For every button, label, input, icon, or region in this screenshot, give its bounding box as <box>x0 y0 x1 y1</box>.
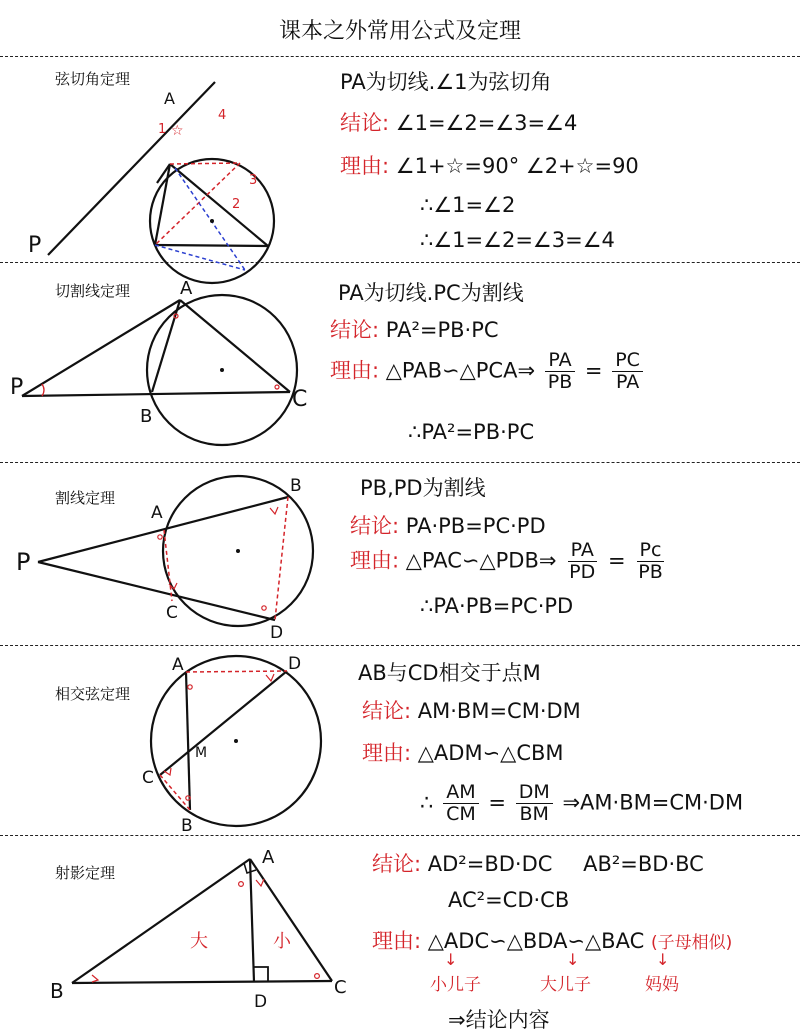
angle-label-4: 4 <box>218 108 227 123</box>
chord-CD <box>160 671 287 775</box>
conclusion-text: PA²=PB·PC <box>385 318 499 342</box>
section-label-projection: 射影定理 <box>55 864 116 882</box>
section-label-intersecting-chords: 相交弦定理 <box>55 685 131 703</box>
chord <box>155 245 268 246</box>
angle-label-2: 2 <box>232 197 241 212</box>
numerator: PC <box>612 350 643 372</box>
reason-text: △ADC∽△BDA∽△BAC <box>427 929 645 953</box>
figure-projection <box>0 835 360 1035</box>
denominator: PB <box>638 560 663 583</box>
reason-line <box>362 737 564 767</box>
point-label-A: A <box>151 503 163 523</box>
conclusion-text: AD²=BD·DC <box>427 852 553 876</box>
reason-text: △ADM∽△CBM <box>417 741 564 765</box>
equals-sign: = <box>488 790 507 815</box>
figure-tangent-chord <box>0 60 330 260</box>
side-BA <box>72 859 250 983</box>
equals-sign: = <box>607 548 626 573</box>
angle-label-3: 3 <box>249 173 258 188</box>
conclusion-label: 结论: <box>362 699 412 723</box>
angle-mark <box>188 685 192 689</box>
center-dot <box>236 549 240 553</box>
premise-text: AB与CD相交于点M <box>358 661 541 685</box>
center-dot <box>220 368 224 372</box>
chord-AC <box>180 300 290 392</box>
dashed-red <box>160 775 190 810</box>
point-label-M: M <box>195 745 208 761</box>
note-mother: 妈妈 <box>645 975 679 995</box>
conclusion-line <box>350 510 546 540</box>
reason-label: 理由: <box>350 548 400 573</box>
point-label-A: A <box>164 89 175 108</box>
numerator: PA <box>568 540 597 562</box>
point-label-B: B <box>181 816 193 836</box>
numerator: Pc <box>637 540 665 562</box>
fraction <box>566 540 598 583</box>
chord-AB <box>186 672 190 810</box>
point-label-B: B <box>140 406 153 427</box>
premise-text: PA为切线.∠1为弦切角 <box>340 70 552 94</box>
point-label-B: B <box>290 476 302 496</box>
reason-text: ∠1+☆=90° ∠2+☆=90 <box>395 154 639 178</box>
angle-mark <box>315 974 320 979</box>
figure-tangent-secant <box>0 262 330 462</box>
reason-note: (子母相似) <box>650 933 733 953</box>
angle-mark <box>270 507 278 514</box>
point-label-P: P <box>10 375 24 400</box>
dashed-red <box>170 163 240 164</box>
angle-mark <box>158 535 162 539</box>
conclusion-text: AC²=CD·CB <box>448 888 570 912</box>
point-label-D: D <box>254 992 268 1012</box>
right-angle-mark-D <box>254 967 268 982</box>
angle-mark <box>239 882 244 887</box>
point-label-C: C <box>292 387 308 412</box>
angle-label-star: ☆ <box>171 123 184 139</box>
equals-sign: = <box>584 358 603 383</box>
reason-line <box>340 150 639 180</box>
reason-text: △PAC∽△PDB⇒ <box>405 548 557 573</box>
step-text: ∴PA²=PB·PC <box>408 420 535 444</box>
secant-PC <box>22 392 290 396</box>
point-label-C: C <box>334 977 347 998</box>
angle-mark <box>275 385 279 389</box>
point-label-C: C <box>142 768 154 788</box>
section-label-secant: 割线定理 <box>55 489 116 507</box>
reason-label: 理由: <box>330 358 380 383</box>
altitude-AD <box>250 859 254 982</box>
numerator: AM <box>443 782 478 804</box>
conclusion-label: 结论: <box>350 514 400 538</box>
reason-line <box>330 350 646 393</box>
reason-text: △PAB∽△PCA⇒ <box>385 358 536 383</box>
conclusion-line <box>362 695 581 725</box>
point-label-P: P <box>28 233 42 258</box>
figure-intersecting-chords <box>0 645 330 835</box>
point-label-A: A <box>172 655 184 675</box>
down-arrow-icon: ↓ <box>566 950 580 969</box>
divider <box>0 56 800 57</box>
denominator: PD <box>569 560 596 583</box>
conclusion-text: ∠1=∠2=∠3=∠4 <box>395 111 578 135</box>
side-BC <box>72 981 332 983</box>
conclusion-text: PA·PB=PC·PD <box>405 514 546 538</box>
denominator: BM <box>519 802 549 825</box>
conclusion-line <box>330 314 499 344</box>
center-dot <box>210 219 214 223</box>
angle-mark <box>266 674 274 681</box>
region-label-small: 小 <box>273 931 291 952</box>
angle-label-1: 1 <box>158 122 167 137</box>
dashed-red <box>186 671 287 672</box>
reason-line <box>372 925 732 955</box>
region-label-big: 大 <box>190 931 208 952</box>
dashed-red <box>275 497 288 620</box>
angle-mark <box>256 879 264 886</box>
conclusion-line <box>372 848 704 878</box>
conclusion-label: 结论: <box>340 111 390 135</box>
conclusion-text: AM·BM=CM·DM <box>417 699 581 723</box>
reason-label: 理由: <box>362 741 412 765</box>
point-label-B: B <box>50 979 64 1003</box>
down-arrow-icon: ↓ <box>656 950 670 969</box>
premise-text: PB,PD为割线 <box>360 476 486 500</box>
page-title: 课本之外常用公式及定理 <box>278 19 521 44</box>
side-AC <box>250 859 332 981</box>
tangent-line <box>48 82 215 255</box>
step-line <box>420 782 743 825</box>
numerator: DM <box>516 782 553 804</box>
denominator: CM <box>446 802 476 825</box>
note-small-son: 小儿子 <box>430 975 481 995</box>
secant-PD <box>38 562 275 620</box>
reason-label: 理由: <box>372 929 422 953</box>
conclusion-text: AB²=BD·BC <box>583 852 704 876</box>
step-tail: ⇒AM·BM=CM·DM <box>562 790 744 815</box>
conclusion-label: 结论: <box>330 318 380 342</box>
fraction <box>516 782 553 825</box>
point-label-D: D <box>270 623 284 643</box>
step-text: ∴∠1=∠2 <box>420 193 516 217</box>
reason-line <box>350 540 669 583</box>
conclusion-line <box>340 107 577 137</box>
step-text: ∴∠1=∠2=∠3=∠4 <box>420 228 615 252</box>
fraction <box>545 350 576 393</box>
point-label-P: P <box>16 548 31 576</box>
numerator: PA <box>545 350 574 372</box>
fraction <box>443 782 479 825</box>
point-label-D: D <box>288 654 302 674</box>
figure-secant <box>0 462 330 647</box>
therefore-sign: ∴ <box>420 790 434 815</box>
final-text: ⇒结论内容 <box>448 1008 550 1032</box>
denominator: PA <box>615 370 640 393</box>
angle-mark <box>262 606 266 610</box>
fraction <box>635 540 666 583</box>
fraction <box>612 350 643 393</box>
premise-text: PA为切线.PC为割线 <box>338 281 524 305</box>
conclusion-label: 结论: <box>372 852 422 876</box>
angle-mark <box>42 384 44 396</box>
step-text: ∴PA·PB=PC·PD <box>420 594 574 618</box>
section-label-tangent-secant: 切割线定理 <box>55 282 131 300</box>
point-label-A: A <box>262 847 275 868</box>
point-label-C: C <box>166 603 178 623</box>
point-label-A: A <box>180 278 193 299</box>
down-arrow-icon: ↓ <box>444 950 458 969</box>
section-label-tangent-chord: 弦切角定理 <box>55 70 131 88</box>
note-big-son: 大儿子 <box>540 975 591 995</box>
denominator: PB <box>547 370 573 393</box>
reason-label: 理由: <box>340 154 390 178</box>
angle-mark <box>92 975 98 982</box>
center-dot <box>234 739 238 743</box>
